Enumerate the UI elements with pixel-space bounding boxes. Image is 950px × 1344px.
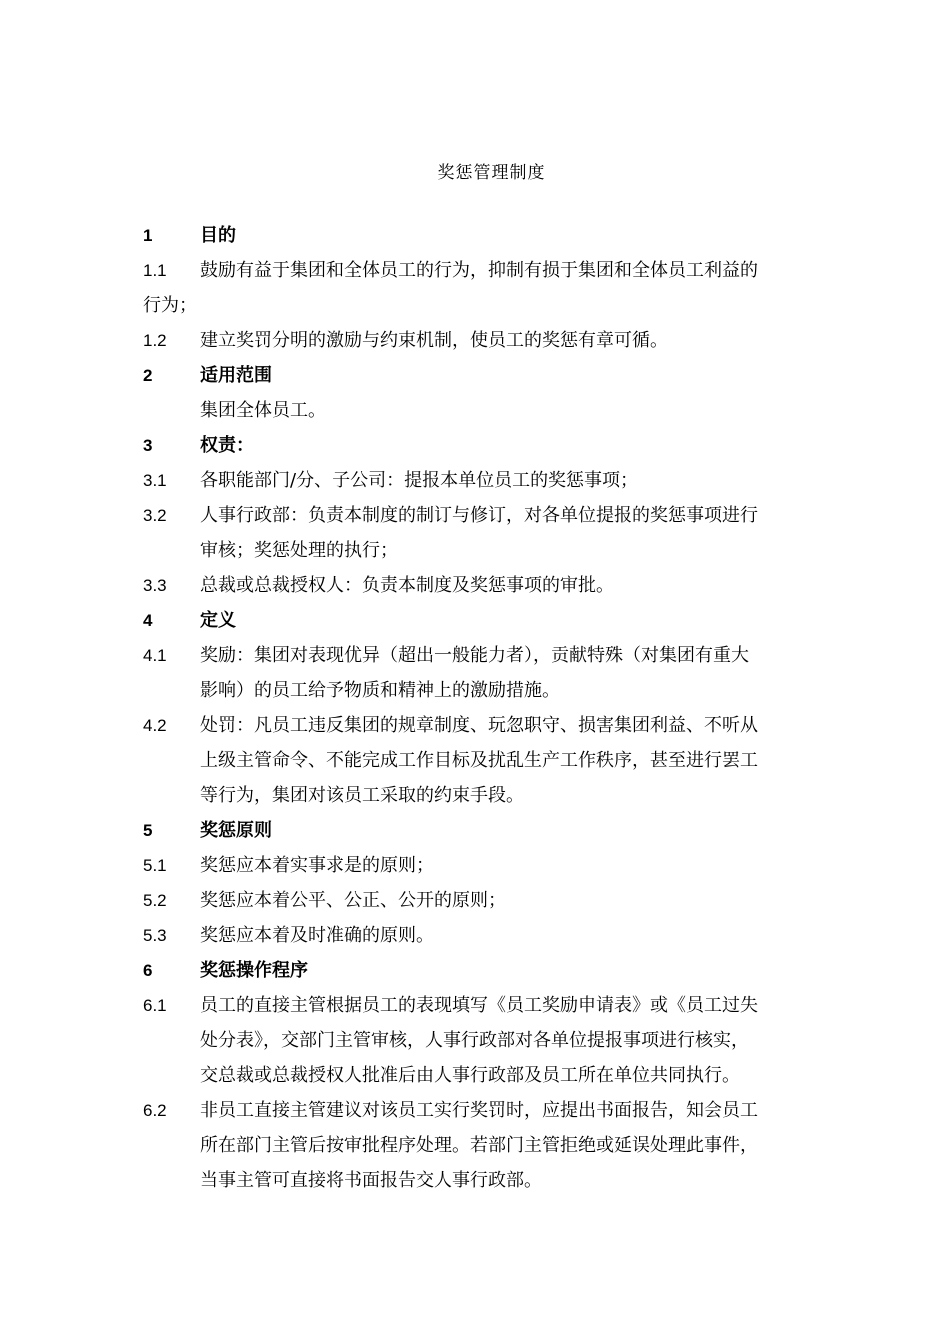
section-heading (143, 218, 863, 253)
clause-text: 上级主管命令、不能完成工作目标及扰乱生产工作秩序，甚至进行罢工 (200, 750, 758, 771)
clause-number: 1.1 (143, 261, 167, 280)
clause-text: 处分表》，交部门主管审核，人事行政部对各单位提报事项进行核实， (200, 1030, 749, 1051)
clause-number: 4.1 (143, 646, 167, 665)
clause-number: 3 (143, 436, 153, 455)
clause-line (143, 253, 863, 288)
clause-text: 等行为，集团对该员工采取的约束手段。 (200, 785, 524, 806)
clause-number: 3.3 (143, 576, 167, 595)
clause-line (143, 743, 863, 778)
clause-line (143, 1058, 863, 1093)
clause-text: 影响）的员工给予物质和精神上的激励措施。 (200, 680, 560, 701)
clause-text: 员工的直接主管根据员工的表现填写《员工奖励申请表》或《员工过失 (200, 995, 758, 1016)
clause-text: 奖惩应本着及时准确的原则。 (200, 925, 434, 946)
clause-text: 各职能部门/分、子公司：提报本单位员工的奖惩事项； (200, 470, 639, 491)
section-heading (143, 358, 863, 393)
clause-text: 交总裁或总裁授权人批准后由人事行政部及员工所在单位共同执行。 (200, 1065, 740, 1086)
clause-number: 5 (143, 821, 153, 840)
clause-number: 4.2 (143, 716, 167, 735)
section-heading (143, 953, 863, 988)
clause-line (143, 288, 863, 323)
clause-line (143, 533, 863, 568)
clause-number: 5.1 (143, 856, 167, 875)
clause-text: 审核；奖惩处理的执行； (200, 540, 398, 561)
clause-number: 5.2 (143, 891, 167, 910)
clause-line (143, 883, 863, 918)
clause-line (143, 848, 863, 883)
clause-line (143, 1093, 863, 1128)
clause-text: 奖惩应本着实事求是的原则； (200, 855, 434, 876)
clause-number: 6.1 (143, 996, 167, 1015)
clause-text: 奖励：集团对表现优异（超出一般能力者），贡献特殊（对集团有重大 (200, 645, 749, 666)
section-heading-text: 奖惩原则 (200, 820, 272, 841)
clause-number: 4 (143, 611, 153, 630)
clause-line (143, 1128, 863, 1163)
clause-line (143, 463, 863, 498)
clause-line (143, 498, 863, 533)
clause-number: 1.2 (143, 331, 167, 350)
section-heading (143, 603, 863, 638)
clause-number: 3.2 (143, 506, 167, 525)
clause-number: 6.2 (143, 1101, 167, 1120)
section-heading-text: 目的 (200, 225, 236, 246)
clause-text: 行为； (143, 295, 197, 316)
clause-text: 非员工直接主管建议对该员工实行奖罚时，应提出书面报告，知会员工 (200, 1100, 758, 1121)
clause-text: 所在部门主管后按审批程序处理。若部门主管拒绝或延误处理此事件， (200, 1135, 758, 1156)
document-title: 奖惩管理制度 (437, 163, 546, 183)
clause-line (143, 1023, 863, 1058)
clause-number: 6 (143, 961, 153, 980)
clause-line (143, 568, 863, 603)
clause-line (143, 393, 863, 428)
clause-line (143, 1163, 863, 1198)
clause-number: 5.3 (143, 926, 167, 945)
clause-number: 1 (143, 226, 153, 245)
clause-line (143, 673, 863, 708)
section-heading (143, 813, 863, 848)
clause-text: 建立奖罚分明的激励与约束机制，使员工的奖惩有章可循。 (200, 330, 668, 351)
clause-line (143, 778, 863, 813)
clause-text: 处罚：凡员工违反集团的规章制度、玩忽职守、损害集团利益、不听从 (200, 715, 758, 736)
document-body (143, 218, 863, 1198)
clause-text: 集团全体员工。 (200, 400, 326, 421)
clause-number: 2 (143, 366, 153, 385)
section-heading-text: 适用范围 (200, 365, 272, 386)
section-heading-text: 权责： (200, 435, 254, 456)
clause-text: 鼓励有益于集团和全体员工的行为，抑制有损于集团和全体员工利益的 (200, 260, 758, 281)
clause-text: 人事行政部：负责本制度的制订与修订，对各单位提报的奖惩事项进行 (200, 505, 758, 526)
clause-text: 总裁或总裁授权人：负责本制度及奖惩事项的审批。 (200, 575, 614, 596)
clause-line (143, 638, 863, 673)
clause-text: 当事主管可直接将书面报告交人事行政部。 (200, 1170, 542, 1191)
section-heading-text: 奖惩操作程序 (200, 960, 308, 981)
clause-line (143, 918, 863, 953)
section-heading (143, 428, 863, 463)
section-heading-text: 定义 (200, 610, 236, 631)
clause-line (143, 323, 863, 358)
clause-number: 3.1 (143, 471, 167, 490)
clause-line (143, 988, 863, 1023)
clause-text: 奖惩应本着公平、公正、公开的原则； (200, 890, 506, 911)
clause-line (143, 708, 863, 743)
